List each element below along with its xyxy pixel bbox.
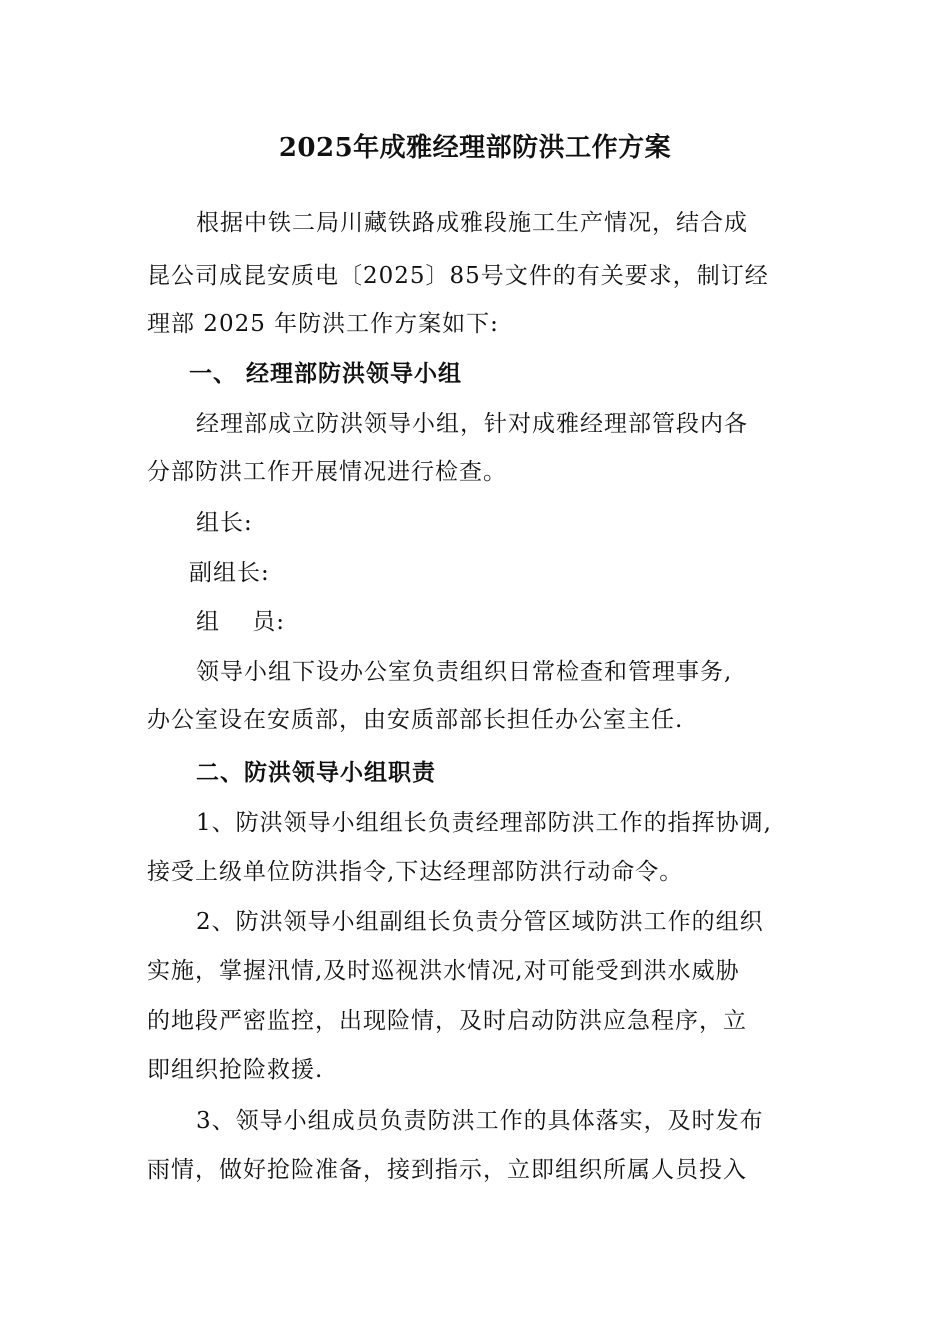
paragraph-line: 接受上级单位防洪指令,下达经理部防洪行动命令。 (147, 859, 684, 885)
paragraph-line: 根据中铁二局川藏铁路成雅段施工生产情况，结合成 (196, 210, 748, 236)
section-heading: 一、 经理部防洪领导小组 (189, 360, 463, 387)
paragraph-line: 2、防洪领导小组副组长负责分管区域防洪工作的组织 (196, 909, 764, 935)
paragraph-line: 1、防洪领导小组组长负责经理部防洪工作的指挥协调, (196, 810, 772, 836)
field-label-leader: 组长: (196, 510, 253, 536)
paragraph-line: 办公室设在安质部，由安质部部长担任办公室主任. (147, 707, 684, 733)
document-title: 2025年成雅经理部防洪工作方案 (278, 133, 672, 163)
paragraph-line: 即组织抢险救援. (147, 1057, 324, 1083)
paragraph-line: 昆公司成昆安质电〔2025〕85号文件的有关要求，制订经 (147, 263, 769, 289)
paragraph-line: 实施，掌握汛情,及时巡视洪水情况,对可能受到洪水威胁 (147, 958, 740, 984)
field-label-members: 组 员: (196, 609, 286, 635)
paragraph-line: 领导小组下设办公室负责组织日常检查和管理事务, (196, 659, 733, 685)
paragraph-line: 3、领导小组成员负责防洪工作的具体落实，及时发布 (196, 1108, 764, 1134)
field-label-deputy-leader: 副组长: (189, 560, 270, 586)
paragraph-line: 的地段严密监控，出现险情，及时启动防洪应急程序，立 (147, 1008, 747, 1034)
paragraph-line: 理部 2025 年防洪工作方案如下: (147, 311, 499, 337)
paragraph-line: 分部防洪工作开展情况进行检查。 (147, 459, 507, 485)
section-heading: 二、防洪领导小组职责 (196, 759, 436, 786)
paragraph-line: 经理部成立防洪领导小组，针对成雅经理部管段内各 (196, 411, 748, 437)
paragraph-line: 雨情，做好抢险准备，接到指示，立即组织所属人员投入 (147, 1157, 747, 1183)
